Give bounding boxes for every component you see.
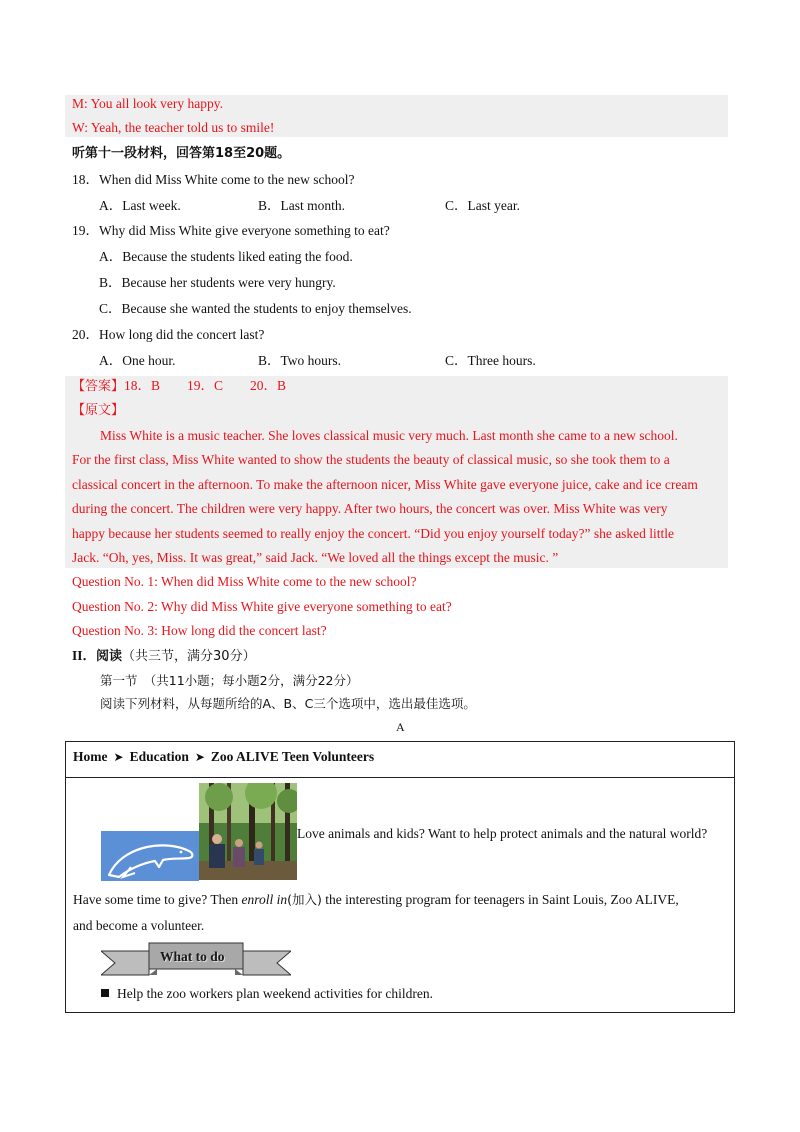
question-19-option-b: B．Because her students were very hungry. xyxy=(99,275,336,290)
question-18-stem: 18．When did Miss White come to the new school? xyxy=(72,172,355,187)
question-19-option-c: C．Because she wanted the students to enjoy themselves. xyxy=(99,301,412,316)
transcript-question-2: Question No. 2: Why did Miss White give everyone something to eat? xyxy=(72,599,452,614)
answer-tag: 【答案】 xyxy=(72,379,125,394)
answer-line xyxy=(72,377,286,396)
question-20-stem: 20．How long did the concert last? xyxy=(72,327,265,342)
transcript-question-1: Question No. 1: When did Miss White come to the new school? xyxy=(72,574,417,589)
passage-label: A xyxy=(396,720,405,734)
breadcrumb-arrow-icon: ➤ xyxy=(113,750,124,764)
reading-instruction: 阅读下列材料，从每题所给的A、B、C三个选项中，选出最佳选项。 xyxy=(100,696,476,711)
what-to-do-label: What to do xyxy=(160,949,225,964)
breadcrumb-current: Zoo ALIVE Teen Volunteers xyxy=(210,749,375,764)
reading-section-1: 第一节 （共11小题；每小题2分，满分22分） xyxy=(100,673,359,688)
breadcrumb-education[interactable]: Education xyxy=(129,749,189,764)
question-19-stem: 19．Why did Miss White give everyone something to eat? xyxy=(72,223,390,238)
transcript-line: Jack. “Oh, yes, Miss. It was great,” said Jack. “We loved all the things except the music. ” xyxy=(72,550,559,565)
program-paragraph xyxy=(73,891,679,909)
dialogue-w-line: W: Yeah, the teacher told us to smile! xyxy=(72,120,275,135)
volunteers-forest-photo xyxy=(199,783,297,880)
transcript-line: during the concert. The children were very happy. After two hours, the concert was over. Miss White was very xyxy=(72,501,668,516)
term-gloss: (加入) xyxy=(287,892,322,907)
transcript-line: For the first class, Miss White wanted to show the students the beauty of classical music, so she took them to a xyxy=(72,452,670,467)
paragraph-rest: the interesting program for teenagers in Saint Louis, Zoo ALIVE, xyxy=(321,892,679,907)
bullet-text: Help the zoo workers plan weekend activities for children. xyxy=(117,986,434,1001)
answer-text: 18．B 19．C 20．B xyxy=(124,378,287,393)
breadcrumb-home[interactable]: Home xyxy=(73,749,108,764)
question-18-option-b: B．Last month. xyxy=(258,198,345,213)
question-19-option-a: A．Because the students liked eating the food. xyxy=(99,249,353,264)
webpage-box xyxy=(65,741,735,1013)
section-header: 听第十一段材料，回答第18至20题。 xyxy=(72,146,291,161)
reading-title-number: II． xyxy=(72,648,97,663)
question-20-option-a: A．One hour. xyxy=(99,353,176,368)
transcript-question-3: Question No. 3: How long did the concert last? xyxy=(72,623,327,638)
square-bullet-icon xyxy=(101,989,109,997)
dolphin-logo-icon xyxy=(101,831,199,881)
paragraph-lead: Have some time to give? Then xyxy=(73,892,242,907)
intro-text: Love animals and kids? Want to help protect animals and the natural world? xyxy=(297,826,708,841)
transcript-tag: 【原文】 xyxy=(72,403,125,418)
reading-title-note: （共三节，满分30分） xyxy=(122,649,256,664)
dialogue-m-line: M: You all look very happy. xyxy=(72,96,223,111)
breadcrumb xyxy=(73,749,374,765)
breadcrumb-arrow-icon: ➤ xyxy=(194,750,205,764)
breadcrumb-bar xyxy=(66,742,734,778)
transcript-line: classical concert in the afternoon. To make the afternoon nicer, Miss White gave everyone juice, cake and ice cream xyxy=(72,477,698,492)
question-20-option-c: C．Three hours. xyxy=(445,353,536,368)
transcript-line: Miss White is a music teacher. She loves classical music very much. Last month she came to a new school. xyxy=(100,428,678,443)
program-paragraph-line-2: and become a volunteer. xyxy=(73,918,205,933)
transcript-line: happy because her students seemed to really enjoy the concert. “Did you enjoy yourself today?” she asked little xyxy=(72,526,675,541)
question-18-option-a: A．Last week. xyxy=(99,198,181,213)
bullet-item xyxy=(101,985,433,1003)
question-18-option-c: C．Last year. xyxy=(445,198,520,213)
question-20-option-b: B．Two hours. xyxy=(258,353,342,368)
term-enroll-in: enroll in xyxy=(241,892,288,907)
reading-title-label: 阅读 xyxy=(96,649,123,664)
reading-title xyxy=(72,647,256,666)
